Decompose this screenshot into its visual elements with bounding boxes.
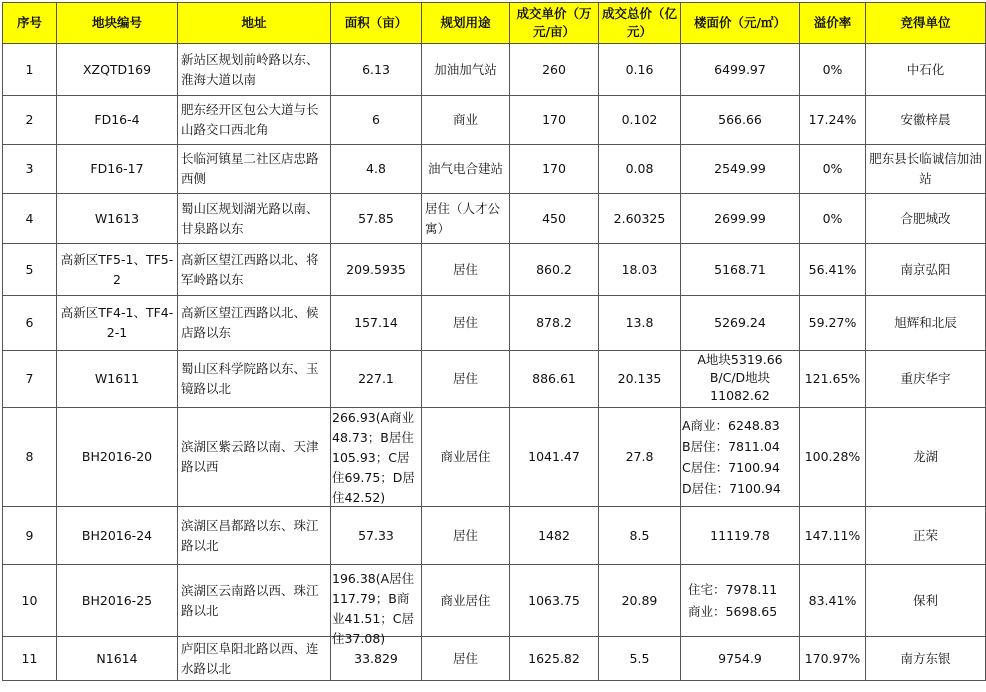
cell-code: BH2016-20: [57, 408, 178, 507]
cell-unit-price: 1482: [510, 507, 599, 565]
cell-use: 居住: [422, 296, 510, 351]
header-no: 序号: [3, 3, 57, 44]
cell-no: 2: [3, 96, 57, 145]
area-line: 105.93；C居: [332, 450, 410, 465]
cell-unit-price: 886.61: [510, 351, 599, 408]
header-row: [3, 3, 986, 44]
cell-address: 蜀山区规划湖光路以南、甘泉路以东: [178, 194, 331, 244]
cell-floor-price: 5269.24: [681, 296, 800, 351]
cell-use: 居住: [422, 351, 510, 408]
cell-winner: 旭辉和北辰: [866, 296, 986, 351]
land-auction-table: [2, 2, 986, 681]
cell-floor-price: [681, 408, 800, 507]
cell-winner: 中石化: [866, 44, 986, 96]
table-row: [3, 145, 986, 194]
cell-address: 高新区望江西路以北、将军岭路以东: [178, 244, 331, 296]
header-code: 地块编号: [57, 3, 178, 44]
cell-unit-price: 1063.75: [510, 565, 599, 637]
cell-address: 滨湖区紫云路以南、天津路以西: [178, 408, 331, 507]
cell-premium: 0%: [800, 194, 866, 244]
cell-floor-price: 2549.99: [681, 145, 800, 194]
cell-no: 6: [3, 296, 57, 351]
cell-no: 10: [3, 565, 57, 637]
header-unit-price: 成交单价（万元/亩）: [510, 3, 599, 44]
cell-code: FD16-17: [57, 145, 178, 194]
cell-total-price: 18.03: [599, 244, 681, 296]
cell-total-price: 13.8: [599, 296, 681, 351]
area-line: 48.73；B居住: [332, 430, 414, 445]
cell-area: 57.33: [331, 507, 422, 565]
cell-area: [331, 408, 422, 507]
cell-code: BH2016-24: [57, 507, 178, 565]
cell-no: 1: [3, 44, 57, 96]
cell-no: 7: [3, 351, 57, 408]
cell-code: N1614: [57, 637, 178, 681]
table-row: [3, 194, 986, 244]
cell-address: 滨湖区云南路以西、珠江路以北: [178, 565, 331, 637]
floor-price-line: D居住：7100.94: [682, 481, 781, 496]
header-address: 地址: [178, 3, 331, 44]
floor-price-line: 商业：5698.65: [688, 603, 778, 619]
area-line: 住37.08): [332, 631, 386, 646]
table-row: [3, 637, 986, 681]
area-line: 住69.75；D居: [332, 470, 415, 485]
cell-floor-price: [681, 565, 800, 637]
cell-premium: 100.28%: [800, 408, 866, 507]
cell-no: 4: [3, 194, 57, 244]
floor-price-line: A商业：6248.83: [682, 418, 780, 433]
floor-price-line: C居住：7100.94: [682, 460, 780, 475]
header-use: 规划用途: [422, 3, 510, 44]
cell-floor-price: 11119.78: [681, 507, 800, 565]
cell-total-price: 20.135: [599, 351, 681, 408]
cell-winner: 肥东县长临诚信加油站: [866, 145, 986, 194]
cell-winner: 南方东银: [866, 637, 986, 681]
header-area: 面积（亩）: [331, 3, 422, 44]
area-line: 业41.51；C居: [332, 611, 415, 626]
table-row: [3, 565, 986, 637]
header-winner: 竞得单位: [866, 3, 986, 44]
cell-area: 227.1: [331, 351, 422, 408]
cell-code: W1613: [57, 194, 178, 244]
cell-area: 6: [331, 96, 422, 145]
cell-use: 商业居住: [422, 408, 510, 507]
cell-premium: 0%: [800, 44, 866, 96]
floor-price-line: B居住：7811.04: [682, 439, 780, 454]
table-row: [3, 507, 986, 565]
cell-address: 滨湖区昌都路以东、珠江路以北: [178, 507, 331, 565]
cell-unit-price: 450: [510, 194, 599, 244]
cell-floor-price: 566.66: [681, 96, 800, 145]
table-row: [3, 408, 986, 507]
cell-total-price: 0.16: [599, 44, 681, 96]
cell-use: 商业居住: [422, 565, 510, 637]
cell-area: 209.5935: [331, 244, 422, 296]
cell-premium: 0%: [800, 145, 866, 194]
cell-unit-price: 860.2: [510, 244, 599, 296]
cell-premium: 121.65%: [800, 351, 866, 408]
cell-total-price: 8.5: [599, 507, 681, 565]
cell-unit-price: 878.2: [510, 296, 599, 351]
header-floor-price: 楼面价（元/㎡）: [681, 3, 800, 44]
cell-winner: 正荣: [866, 507, 986, 565]
cell-use: 居住: [422, 244, 510, 296]
cell-premium: 59.27%: [800, 296, 866, 351]
cell-total-price: 5.5: [599, 637, 681, 681]
cell-winner: 合肥城改: [866, 194, 986, 244]
area-line: 196.38(A居住: [332, 571, 415, 586]
cell-floor-price: [681, 351, 800, 408]
cell-area: 157.14: [331, 296, 422, 351]
cell-address: 高新区望江西路以北、候店路以东: [178, 296, 331, 351]
table-row: [3, 351, 986, 408]
cell-area: 33.829: [331, 637, 422, 681]
cell-floor-price: 9754.9: [681, 637, 800, 681]
area-line: 117.79；B商: [332, 591, 410, 606]
table-row: [3, 44, 986, 96]
cell-winner: 南京弘阳: [866, 244, 986, 296]
cell-code: 高新区TF4-1、TF4-2-1: [57, 296, 178, 351]
cell-total-price: 2.60325: [599, 194, 681, 244]
table-row: [3, 96, 986, 145]
cell-winner: 安徽梓晨: [866, 96, 986, 145]
cell-code: 高新区TF5-1、TF5-2: [57, 244, 178, 296]
cell-use: 商业: [422, 96, 510, 145]
cell-area: 6.13: [331, 44, 422, 96]
cell-address: 蜀山区科学院路以东、玉镜路以北: [178, 351, 331, 408]
cell-no: 11: [3, 637, 57, 681]
cell-address: 新站区规划前岭路以东、淮海大道以南: [178, 44, 331, 96]
cell-unit-price: 170: [510, 145, 599, 194]
cell-code: FD16-4: [57, 96, 178, 145]
cell-area: [331, 565, 422, 646]
cell-use: 油气电合建站: [422, 145, 510, 194]
cell-area: 57.85: [331, 194, 422, 244]
cell-premium: 83.41%: [800, 565, 866, 637]
cell-address: 庐阳区阜阳北路以西、连水路以北: [178, 637, 331, 681]
cell-no: 5: [3, 244, 57, 296]
cell-unit-price: 260: [510, 44, 599, 96]
cell-winner: 重庆华宇: [866, 351, 986, 408]
cell-code: BH2016-25: [57, 565, 178, 637]
table-row: [3, 296, 986, 351]
floor-price-line: 住宅：7978.11: [688, 581, 778, 597]
cell-unit-price: 1041.47: [510, 408, 599, 507]
cell-unit-price: 1625.82: [510, 637, 599, 681]
cell-use: 居住: [422, 507, 510, 565]
cell-use: 加油加气站: [422, 44, 510, 96]
cell-address: 长临河镇星二社区店忠路西侧: [178, 145, 331, 194]
header-total-price: 成交总价（亿元）: [599, 3, 681, 44]
cell-code: W1611: [57, 351, 178, 408]
cell-floor-price: 6499.97: [681, 44, 800, 96]
area-line: 266.93(A商业: [332, 410, 415, 425]
cell-winner: 龙湖: [866, 408, 986, 507]
cell-premium: 147.11%: [800, 507, 866, 565]
cell-no: 3: [3, 145, 57, 194]
cell-code: XZQTD169: [57, 44, 178, 96]
cell-floor-price: 5168.71: [681, 244, 800, 296]
cell-use: 居住: [422, 637, 510, 681]
cell-total-price: 27.8: [599, 408, 681, 507]
floor-price-line: A地块5319.66: [697, 352, 783, 367]
floor-price-line: 11082.62: [710, 388, 770, 403]
cell-total-price: 0.102: [599, 96, 681, 145]
cell-premium: 56.41%: [800, 244, 866, 296]
cell-address: 肥东经开区包公大道与长山路交口西北角: [178, 96, 331, 145]
cell-use: 居住（人才公寓）: [422, 194, 510, 244]
area-line: 住42.52): [332, 490, 386, 505]
cell-unit-price: 170: [510, 96, 599, 145]
cell-total-price: 20.89: [599, 565, 681, 637]
cell-winner: 保利: [866, 565, 986, 637]
cell-premium: 170.97%: [800, 637, 866, 681]
cell-no: 9: [3, 507, 57, 565]
cell-total-price: 0.08: [599, 145, 681, 194]
header-premium: 溢价率: [800, 3, 866, 44]
cell-area: 4.8: [331, 145, 422, 194]
cell-premium: 17.24%: [800, 96, 866, 145]
cell-floor-price: 2699.99: [681, 194, 800, 244]
cell-no: 8: [3, 408, 57, 507]
floor-price-line: B/C/D地块: [709, 370, 771, 385]
table-row: [3, 244, 986, 296]
